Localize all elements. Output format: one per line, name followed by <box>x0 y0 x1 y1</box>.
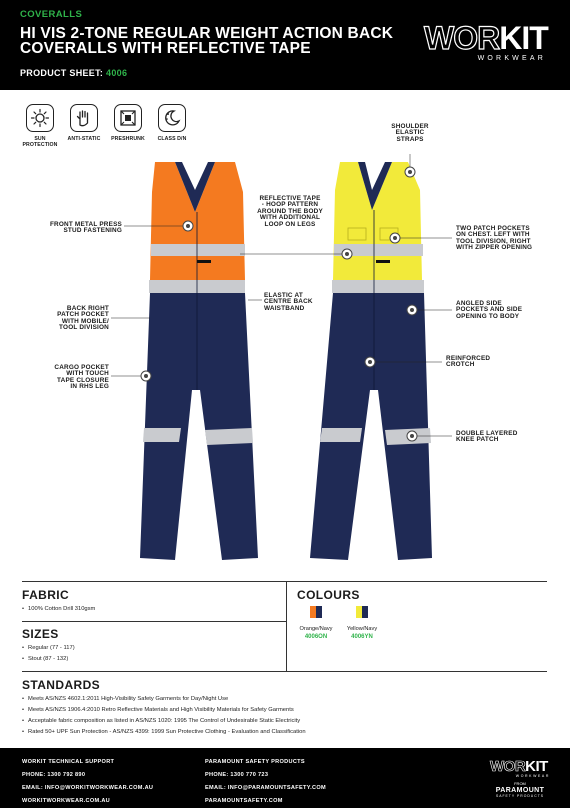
class-dn-icon <box>158 104 186 132</box>
sun-icon <box>26 104 54 132</box>
orange-navy-coverall <box>140 162 258 560</box>
standards-title: STANDARDS <box>22 678 101 692</box>
colour-code: 4006YN <box>351 634 373 640</box>
size-item: • Stout (87 - 132) <box>22 656 68 662</box>
footer-support-email[interactable]: EMAIL: INFO@WORKITWORKWEAR.COM.AU <box>22 785 154 791</box>
paramount-logo: PARAMOUNT <box>495 787 545 794</box>
footer-logo: WORKIT WORKWEAR FROM PARAMOUNT SAFETY PRODUCTS <box>490 758 550 798</box>
callout-back-right-pocket: BACK RIGHT PATCH POCKET WITH MOBILE/ TOOL DIVISION <box>57 305 109 332</box>
swatch-orange-navy <box>310 606 322 618</box>
sizes-title: SIZES <box>22 627 59 641</box>
divider <box>22 581 547 582</box>
product-sheet-label <box>20 68 127 78</box>
size-item: • Regular (77 - 117) <box>22 645 75 651</box>
category-label: COVERALLS <box>20 9 83 20</box>
feature-icons <box>18 104 194 148</box>
logo-outline-text: WOR <box>424 20 500 56</box>
footer-paramount-website[interactable]: PARAMOUNTSAFETY.COM <box>205 798 283 804</box>
callout-knee-patch: DOUBLE LAYERED KNEE PATCH <box>456 430 518 444</box>
footer-paramount-heading: PARAMOUNT SAFETY PRODUCTS <box>205 759 305 765</box>
standard-item: • Meets AS/NZS 4602.1:2011 High-Visibility Safety Garments for Day/Night Use <box>22 696 228 702</box>
colours-title: COLOURS <box>297 588 360 602</box>
colour-name: Yellow/Navy <box>346 626 378 632</box>
callout-shoulder-straps: SHOULDER ELASTIC STRAPS <box>391 123 429 143</box>
footer-paramount-email[interactable]: EMAIL: INFO@PARAMOUNTSAFETY.COM <box>205 785 326 791</box>
callout-elastic-back: ELASTIC AT CENTRE BACK WAISTBAND <box>264 292 313 312</box>
workit-logo <box>424 22 548 62</box>
divider <box>22 621 286 622</box>
feature-preshrunk: PRESHRUNK <box>106 104 150 148</box>
callout-two-patch-pockets: TWO PATCH POCKETS ON CHEST. LEFT WITH TOOL DIVISION, RIGHT WITH ZIPPER OPENING <box>456 225 533 252</box>
callout-front-metal-press: FRONT METAL PRESS STUD FASTENING <box>49 221 122 235</box>
fabric-item: • 100% Cotton Drill 310gsm <box>22 606 95 612</box>
feature-sun-protection: SUN PROTECTION <box>18 104 62 148</box>
fabric-title: FABRIC <box>22 588 70 602</box>
colour-code: 4006ON <box>304 634 328 640</box>
callout-angled-side-pockets: ANGLED SIDE POCKETS AND SIDE OPENING TO BODY <box>456 300 523 320</box>
divider <box>22 671 547 672</box>
callout-cargo-pocket: CARGO POCKET WITH TOUCH TAPE CLOSURE IN RHS LEG <box>54 364 109 391</box>
sheet-label: PRODUCT SHEET: <box>20 68 104 78</box>
anti-static-icon <box>70 104 98 132</box>
standard-item: • Rated 50+ UPF Sun Protection - AS/NZS 4399: 1999 Sun Protective Clothing - Evaluation and Classification <box>22 729 306 735</box>
preshrunk-icon <box>114 104 142 132</box>
standard-item: • Acceptable fabric composition as listed in AS/NZS 1020: 1995 The Control of Undesirable Static Electricity <box>22 718 300 724</box>
footer-support-website[interactable]: WORKITWORKWEAR.COM.AU <box>22 798 111 804</box>
footer-support-heading: WORKIT TECHNICAL SUPPORT <box>22 759 115 765</box>
product-code: 4006 <box>106 68 128 78</box>
callout-reinforced-crotch: REINFORCED CROTCH <box>446 355 491 369</box>
footer-paramount-phone: PHONE: 1300 770 723 <box>205 772 269 778</box>
colour-name: Orange/Navy <box>299 626 333 632</box>
feature-class-dn: CLASS D/N <box>150 104 194 148</box>
product-title: HI VIS 2-TONE REGULAR WEIGHT ACTION BACK COVERALLS WITH REFLECTIVE TAPE <box>20 25 394 57</box>
logo-solid-text: KIT <box>499 20 548 56</box>
callout-reflective-tape: REFLECTIVE TAPE - HOOP PATTERN AROUND THE BODY WITH ADDITIONAL LOOP ON LEGS <box>257 195 323 228</box>
footer-support-phone: PHONE: 1300 792 890 <box>22 772 86 778</box>
standard-item: • Meets AS/NZS 1906.4:2010 Retro Reflective Materials and High Visibility Materials for Safety Garments <box>22 707 294 713</box>
feature-anti-static: ANTI-STATIC <box>62 104 106 148</box>
header <box>0 0 570 90</box>
logo-subtitle: WORKWEAR <box>477 55 546 62</box>
swatch-yellow-navy <box>356 606 368 618</box>
footer <box>0 748 570 808</box>
